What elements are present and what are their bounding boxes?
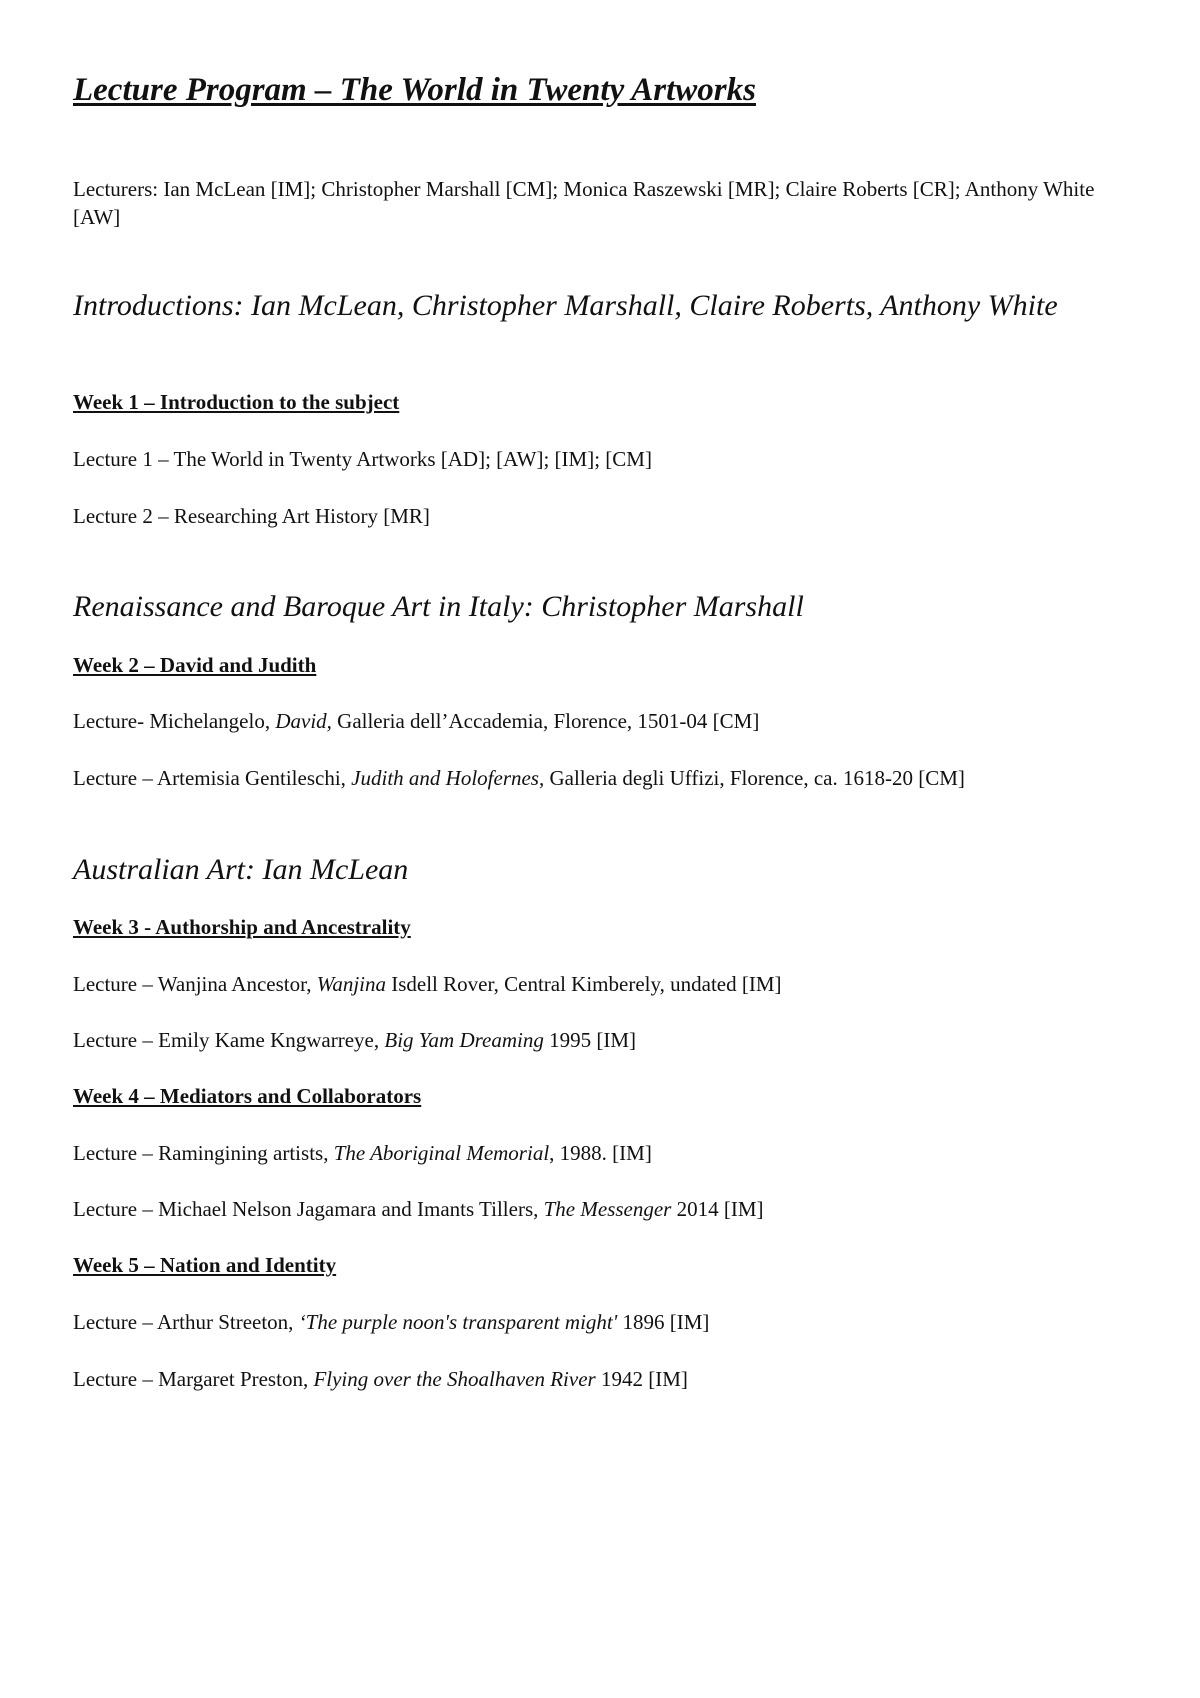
artwork-title: Wanjina <box>316 972 386 996</box>
artwork-title: Flying over the Shoalhaven River <box>313 1367 596 1391</box>
lecture-item <box>73 1310 709 1335</box>
artwork-title: Big Yam Dreaming <box>384 1028 544 1052</box>
artwork-title: Judith and Holofernes, <box>351 766 545 790</box>
section-heading-renaissance: Renaissance and Baroque Art in Italy: Christopher Marshall <box>73 590 804 623</box>
week-heading: Week 4 – Mediators and Collaborators <box>73 1084 422 1108</box>
lecture-text: Lecture 1 – The World in Twenty Artworks [AD]; [AW]; [IM]; [CM] <box>73 447 652 471</box>
section-heading-australian: Australian Art: Ian McLean <box>73 853 409 886</box>
lecture-details: Isdell Rover, Central Kimberely, undated [IM] <box>385 972 782 996</box>
lecture-details: 1995 [IM] <box>543 1028 636 1052</box>
lecture-text: Lecture- Michelangelo, <box>73 709 276 733</box>
lecture-text: Lecture – Ramingining artists, <box>73 1141 334 1165</box>
lecture-text: Lecture – Emily Kame Kngwarreye, <box>73 1028 385 1052</box>
lecture-item <box>73 447 652 472</box>
lecture-item <box>73 709 759 734</box>
artwork-title: The Aboriginal Memorial <box>333 1141 550 1165</box>
lecture-details: Galleria dell’Accademia, Florence, 1501-04 [CM] <box>331 709 760 733</box>
lecture-text: Lecture 2 – Researching Art History [MR] <box>73 504 430 528</box>
lecture-text: Lecture – Arthur Streeton, <box>73 1310 299 1334</box>
week-heading: Week 3 - Authorship and Ancestrality <box>73 915 411 939</box>
week-heading: Week 5 – Nation and Identity <box>73 1253 337 1277</box>
lecture-text: Lecture – Michael Nelson Jagamara and Imants Tillers, <box>73 1197 544 1221</box>
lecture-item <box>73 1197 764 1222</box>
lecture-item <box>73 972 782 997</box>
artwork-title: ‘The purple noon's transparent might' <box>298 1310 618 1334</box>
page-title: Lecture Program – The World in Twenty Artworks <box>73 72 756 108</box>
lecture-text: Lecture – Artemisia Gentileschi, <box>73 766 352 790</box>
lecture-details: Galleria degli Uffizi, Florence, ca. 1618-20 [CM] <box>544 766 965 790</box>
lecturers-list: Lecturers: Ian McLean [IM]; Christopher Marshall [CM]; Monica Raszewski [MR]; Claire Roberts [CR]; Anthony White [AW] <box>73 177 1095 229</box>
lecture-details: , 1988. [IM] <box>549 1141 652 1165</box>
lecture-item <box>73 504 430 529</box>
lecture-text: Lecture – Margaret Preston, <box>73 1367 314 1391</box>
section-heading-introductions: Introductions: Ian McLean, Christopher Marshall, Claire Roberts, Anthony White <box>73 289 1058 322</box>
lecture-details: 2014 [IM] <box>671 1197 764 1221</box>
lecture-item <box>73 766 965 791</box>
artwork-title: The Messenger <box>543 1197 672 1221</box>
lecture-item <box>73 1028 636 1053</box>
artwork-title: David, <box>275 709 332 733</box>
lecture-item <box>73 1367 688 1392</box>
lecture-item <box>73 1141 652 1166</box>
week-heading: Week 2 – David and Judith <box>73 653 317 677</box>
week-heading: Week 1 – Introduction to the subject <box>73 390 400 414</box>
lecture-details: 1942 [IM] <box>595 1367 688 1391</box>
lecture-text: Lecture – Wanjina Ancestor, <box>73 972 317 996</box>
lecture-details: 1896 [IM] <box>617 1310 710 1334</box>
